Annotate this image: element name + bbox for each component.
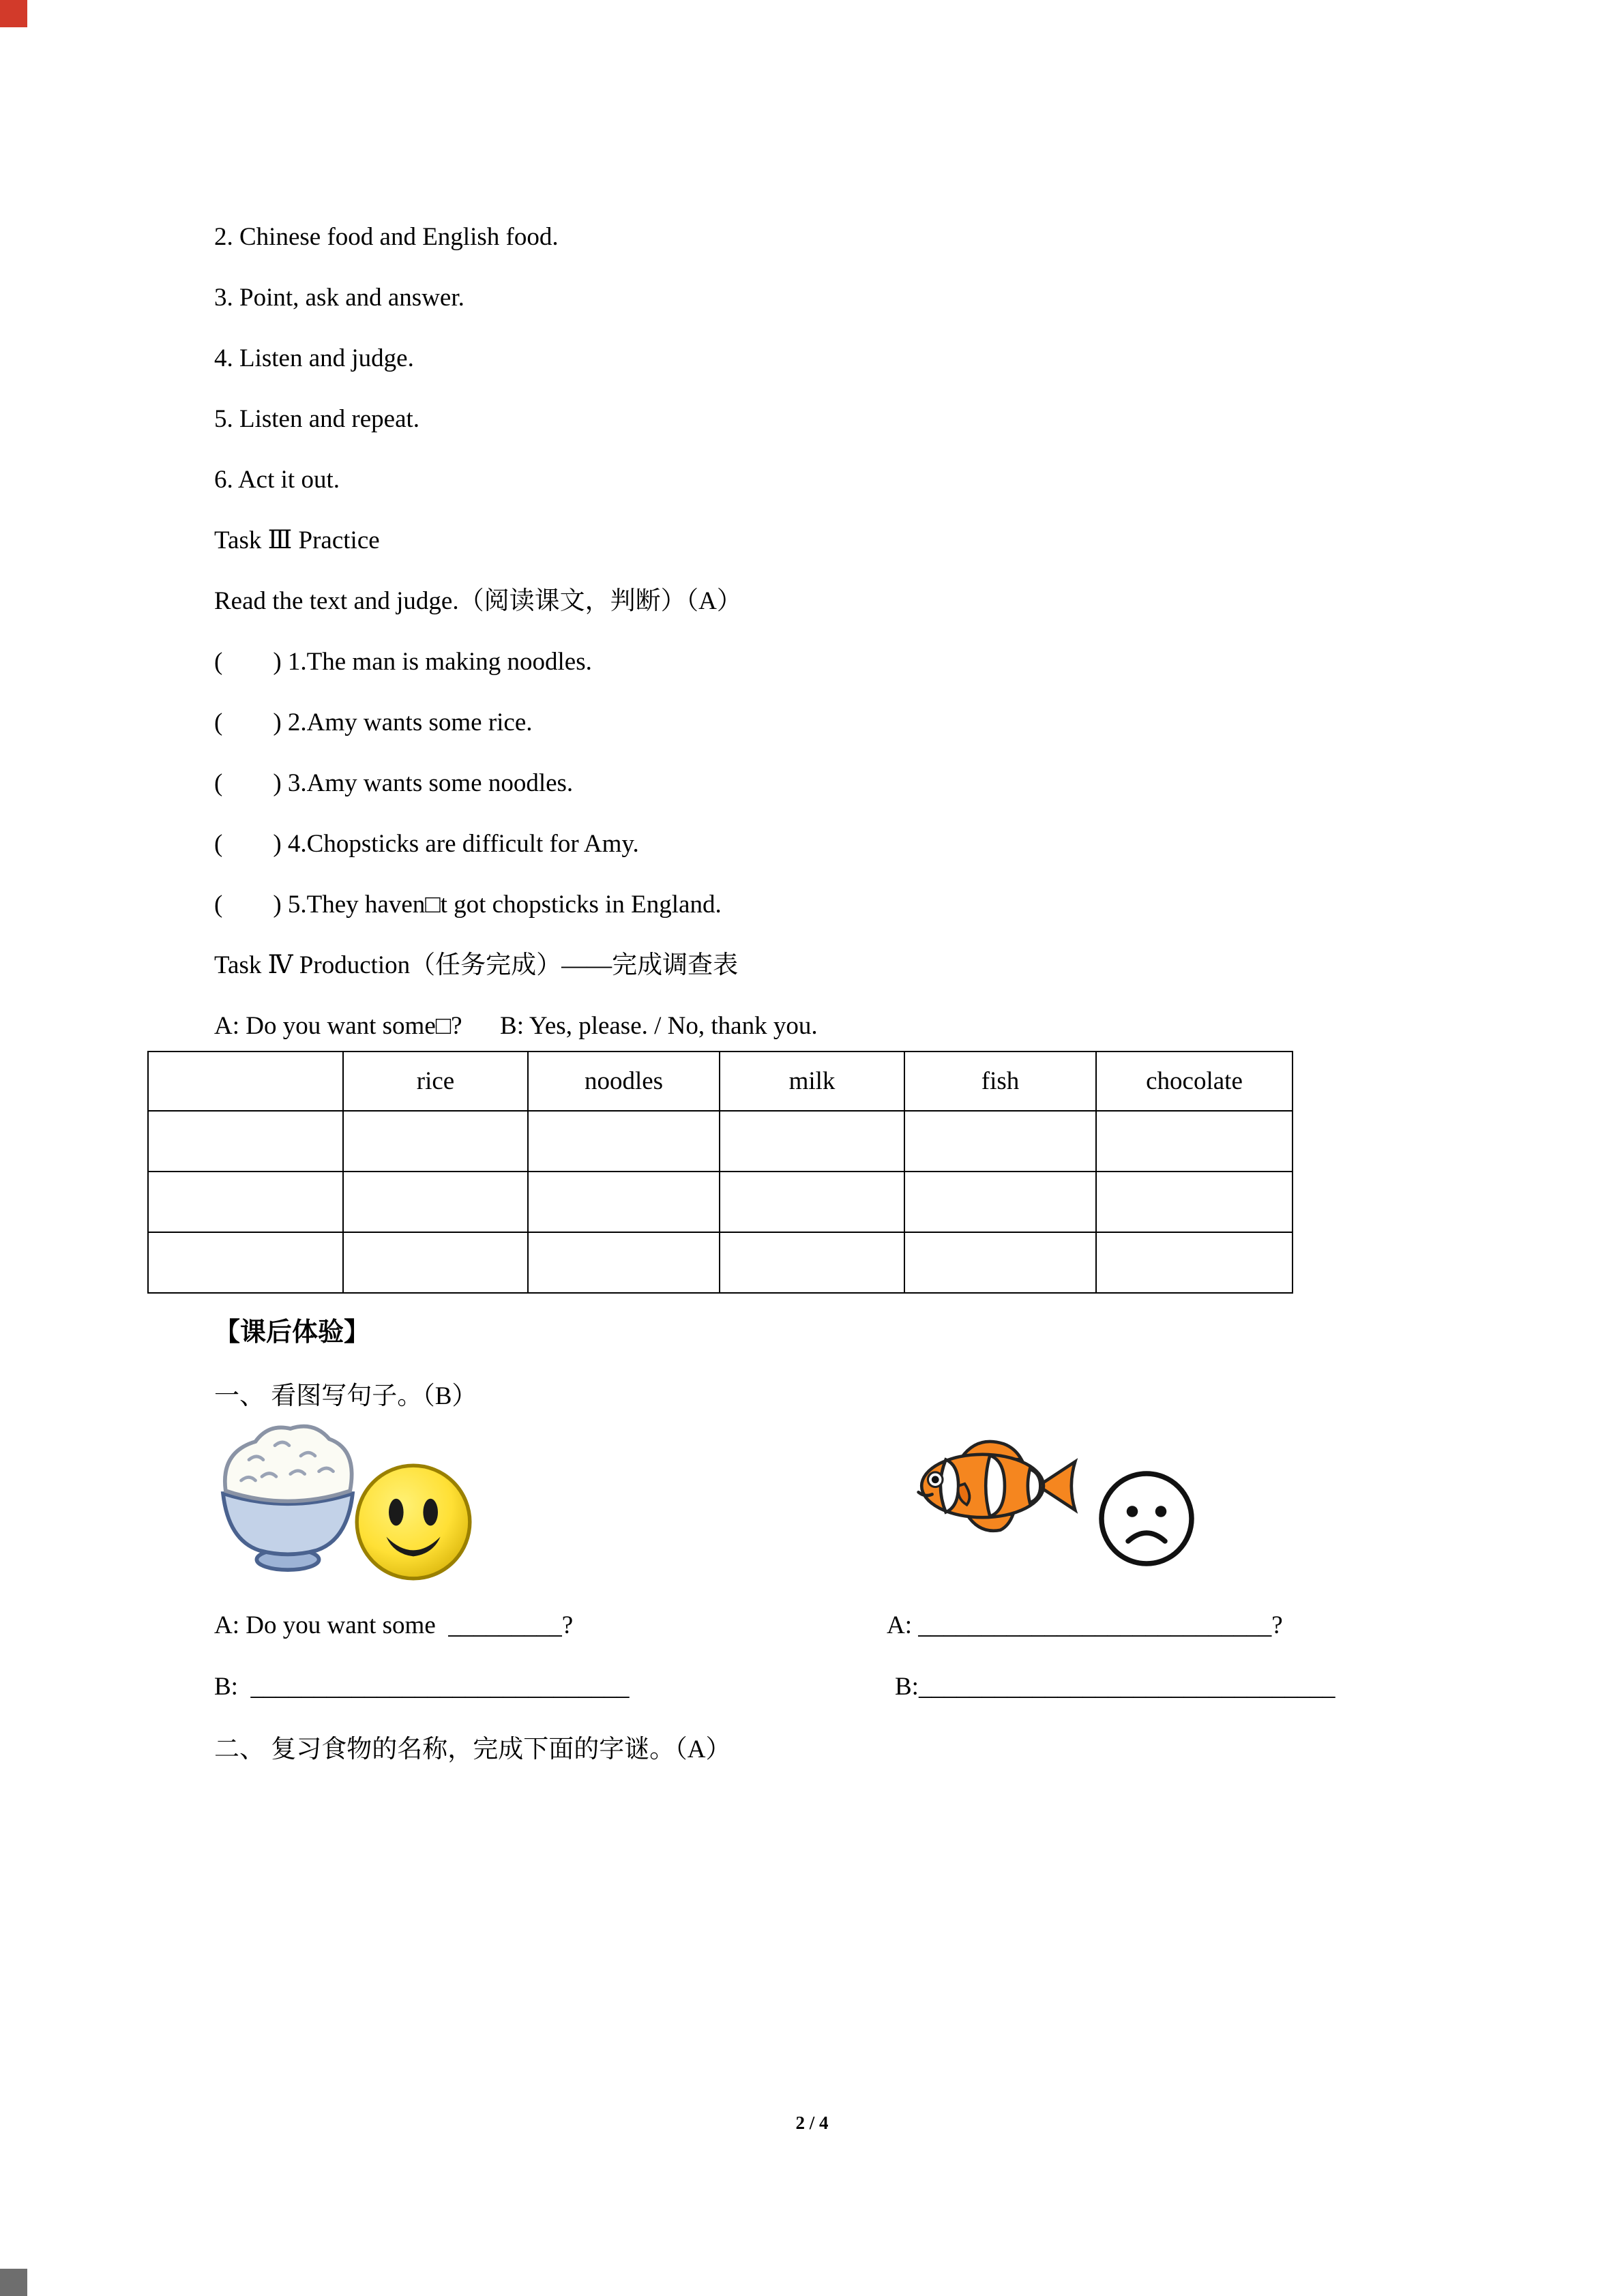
- survey-table: [147, 1051, 1293, 1294]
- judge-question-3: ( ) 3.Amy wants some noodles.: [214, 769, 574, 797]
- survey-cell: [343, 1232, 528, 1293]
- rice-bowl-image: [210, 1413, 366, 1575]
- judge-question-5: ( ) 5.They haven□t got chopsticks in England.: [214, 891, 722, 919]
- task3-instruction: Read the text and judge.（阅读课文，判断）（A）: [214, 587, 742, 615]
- survey-cell: [148, 1111, 343, 1172]
- survey-cell: [720, 1232, 904, 1293]
- scan-artifact-top-left: [0, 0, 27, 27]
- worksheet-body-text: [214, 220, 1474, 1069]
- survey-cell: [904, 1111, 1096, 1172]
- survey-cell: [148, 1232, 343, 1293]
- survey-cell: [1096, 1172, 1293, 1232]
- survey-cell: [904, 1232, 1096, 1293]
- survey-cell: [343, 1111, 528, 1172]
- task3-heading: Task Ⅲ Practice: [214, 526, 380, 554]
- survey-col-noodles: noodles: [528, 1052, 720, 1111]
- activity-item-4: 4. Listen and judge.: [214, 344, 414, 372]
- answer-line-left-b: B: ______________________________: [214, 1673, 630, 1701]
- survey-cell: [528, 1172, 720, 1232]
- task4-heading: Task Ⅳ Production（任务完成）——完成调查表: [214, 951, 739, 979]
- activity-item-2: 2. Chinese food and English food.: [214, 223, 559, 251]
- scan-artifact-bottom-left: [0, 2269, 27, 2296]
- survey-cell: [528, 1111, 720, 1172]
- activity-item-3: 3. Point, ask and answer.: [214, 284, 464, 312]
- survey-cell: [1096, 1232, 1293, 1293]
- answer-line-left-a: A: Do you want some _________?: [214, 1611, 574, 1639]
- dialogue-model: A: Do you want some□? B: Yes, please. / No, thank you.: [214, 1012, 818, 1040]
- smiley-face-image: [352, 1461, 475, 1583]
- survey-cell: [720, 1172, 904, 1232]
- answer-line-right-b: B:_________________________________: [895, 1673, 1335, 1701]
- survey-cell: [1096, 1111, 1293, 1172]
- survey-col-chocolate: chocolate: [1096, 1052, 1293, 1111]
- survey-col-fish: fish: [904, 1052, 1096, 1111]
- clownfish-image: [904, 1432, 1082, 1540]
- survey-empty-row: [148, 1172, 1293, 1232]
- survey-cell: [720, 1111, 904, 1172]
- survey-empty-row: [148, 1232, 1293, 1293]
- survey-cell: [343, 1172, 528, 1232]
- survey-empty-row: [148, 1111, 1293, 1172]
- sad-face-image: [1095, 1467, 1198, 1570]
- after-class-section-title: 【课后体验】: [214, 1318, 370, 1347]
- exercise2-title: 二、 复习食物的名称，完成下面的字谜。（A）: [214, 1735, 731, 1763]
- judge-question-2: ( ) 2.Amy wants some rice.: [214, 709, 533, 736]
- survey-col-rice: rice: [343, 1052, 528, 1111]
- activity-item-5: 5. Listen and repeat.: [214, 405, 420, 433]
- survey-cell: [528, 1232, 720, 1293]
- judge-question-1: ( ) 1.The man is making noodles.: [214, 648, 592, 676]
- activity-item-6: 6. Act it out.: [214, 466, 340, 494]
- exercise1-title: 一、 看图写句子。（B）: [214, 1382, 477, 1410]
- survey-cell: [904, 1172, 1096, 1232]
- survey-header-row: [148, 1052, 1293, 1111]
- judge-question-4: ( ) 4.Chopsticks are difficult for Amy.: [214, 830, 639, 858]
- survey-col-milk: milk: [720, 1052, 904, 1111]
- survey-cell: [148, 1172, 343, 1232]
- survey-col-blank: [148, 1052, 343, 1111]
- answer-line-right-a: A: ____________________________?: [887, 1611, 1283, 1639]
- page-number: 2 / 4: [795, 2113, 829, 2133]
